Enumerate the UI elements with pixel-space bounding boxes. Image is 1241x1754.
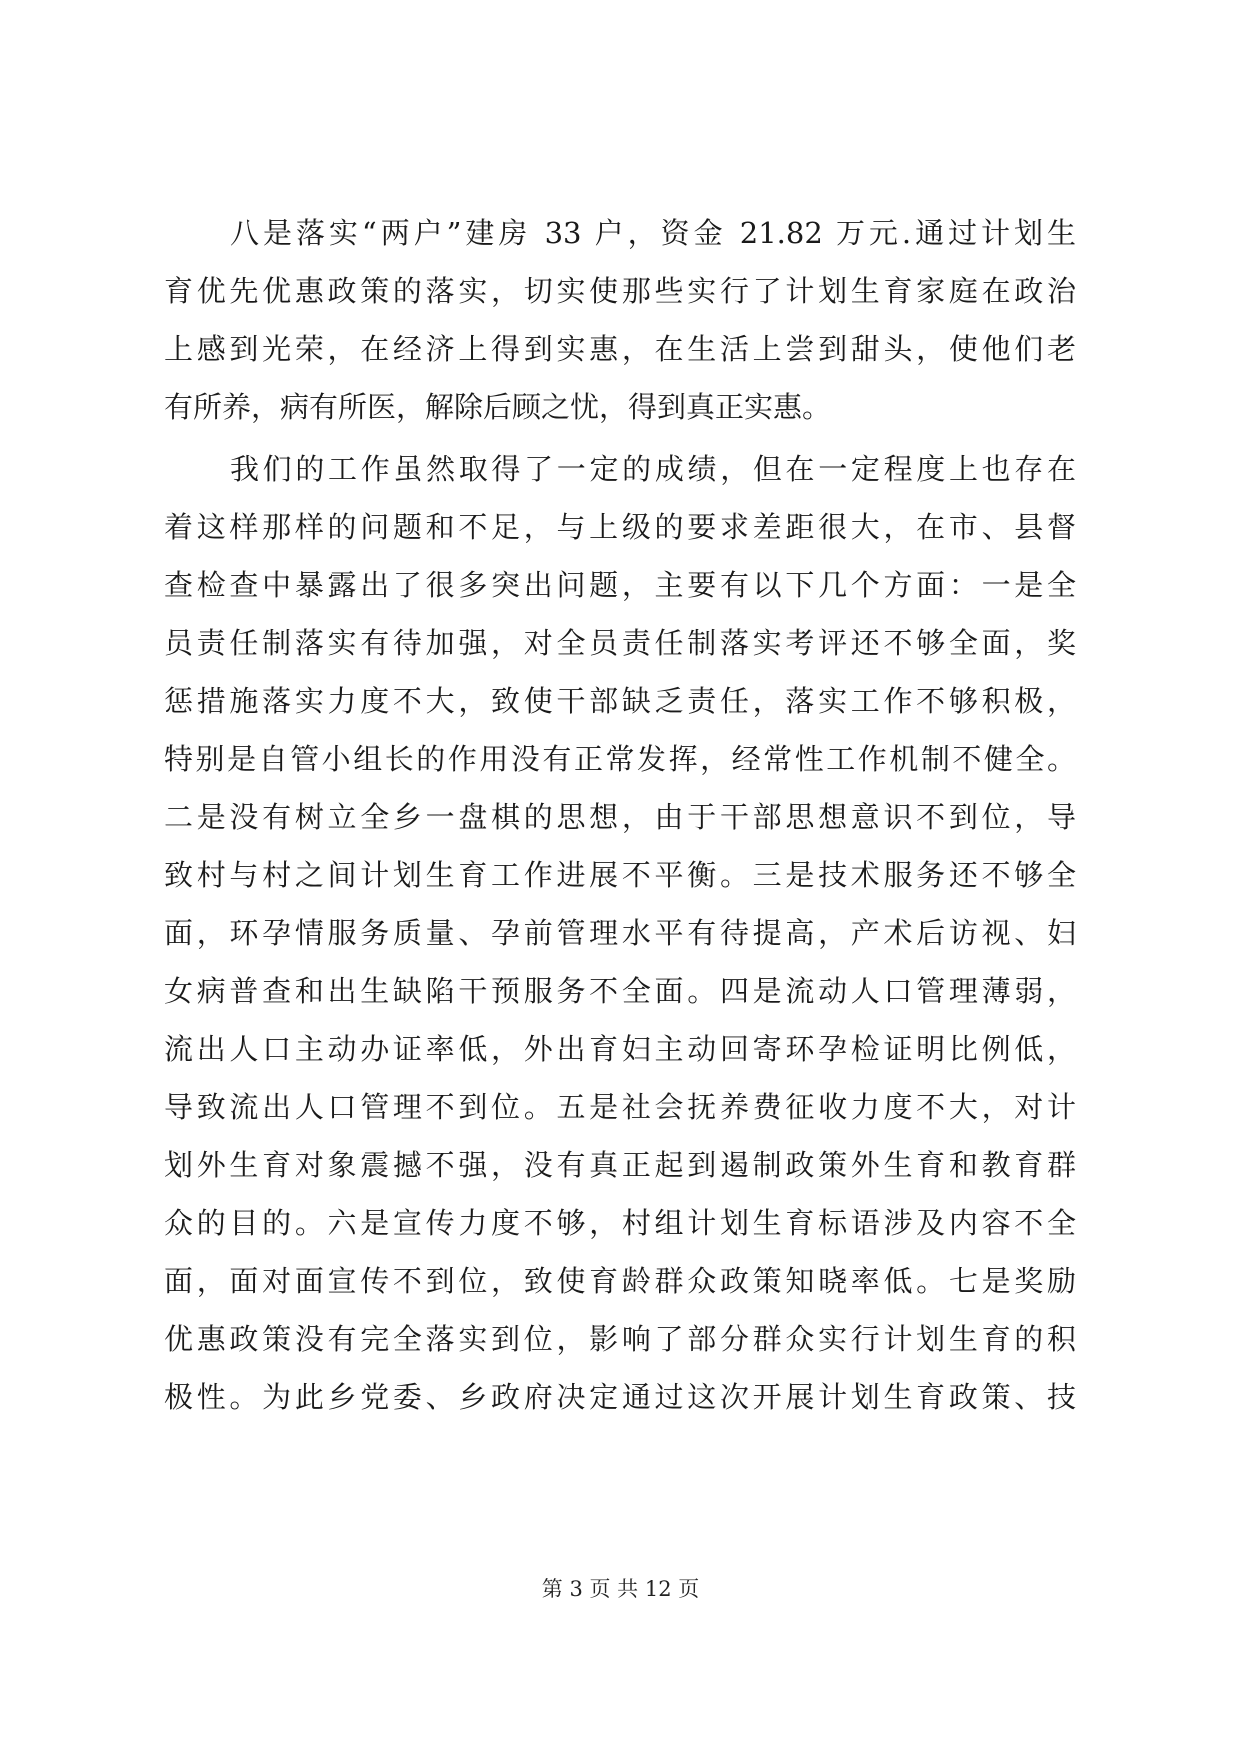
paragraph-line: 导致流出人口管理不到位。五是社会抚养费征收力度不大，对计 xyxy=(164,1090,1076,1124)
paragraph-line: 上感到光荣，在经济上得到实惠，在生活上尝到甜头，使他们老 xyxy=(164,332,1076,366)
paragraph-line: 众的目的。六是宣传力度不够，村组计划生育标语涉及内容不全 xyxy=(164,1206,1076,1240)
page-number-footer: 第 3 页 共 12 页 xyxy=(541,1577,700,1601)
paragraph-line: 女病普查和出生缺陷干预服务不全面。四是流动人口管理薄弱， xyxy=(164,974,1076,1008)
paragraph-line: 流出人口主动办证率低，外出育妇主动回寄环孕检证明比例低， xyxy=(164,1032,1076,1066)
paragraph-line: 员责任制落实有待加强，对全员责任制落实考评还不够全面，奖 xyxy=(164,626,1076,660)
paragraph-line: 惩措施落实力度不大，致使干部缺乏责任，落实工作不够积极， xyxy=(164,684,1076,718)
paragraph-line: 优惠政策没有完全落实到位，影响了部分群众实行计划生育的积 xyxy=(164,1322,1076,1356)
paragraph-line: 面，环孕情服务质量、孕前管理水平有待提高，产术后访视、妇 xyxy=(164,916,1076,950)
paragraph-line: 八是落实“两户”建房 33 户，资金 21.82 万元.通过计划生 xyxy=(230,216,1076,250)
paragraph-line: 有所养，病有所医，解除后顾之忧，得到真正实惠。 xyxy=(164,390,832,424)
paragraph-line: 面，面对面宣传不到位，致使育龄群众政策知晓率低。七是奖励 xyxy=(164,1264,1076,1298)
paragraph-line: 特别是自管小组长的作用没有正常发挥，经常性工作机制不健全。 xyxy=(164,742,1076,776)
paragraph-line: 二是没有树立全乡一盘棋的思想，由于干部思想意识不到位，导 xyxy=(164,800,1076,834)
paragraph-line: 育优先优惠政策的落实，切实使那些实行了计划生育家庭在政治 xyxy=(164,274,1076,308)
paragraph-line: 我们的工作虽然取得了一定的成绩，但在一定程度上也存在 xyxy=(230,452,1076,486)
paragraph-line: 划外生育对象震撼不强，没有真正起到遏制政策外生育和教育群 xyxy=(164,1148,1076,1182)
paragraph-line: 着这样那样的问题和不足，与上级的要求差距很大，在市、县督 xyxy=(164,510,1076,544)
paragraph-line: 极性。为此乡党委、乡政府决定通过这次开展计划生育政策、技 xyxy=(164,1380,1076,1414)
paragraph-line: 查检查中暴露出了很多突出问题，主要有以下几个方面：一是全 xyxy=(164,568,1076,602)
paragraph-line: 致村与村之间计划生育工作进展不平衡。三是技术服务还不够全 xyxy=(164,858,1076,892)
